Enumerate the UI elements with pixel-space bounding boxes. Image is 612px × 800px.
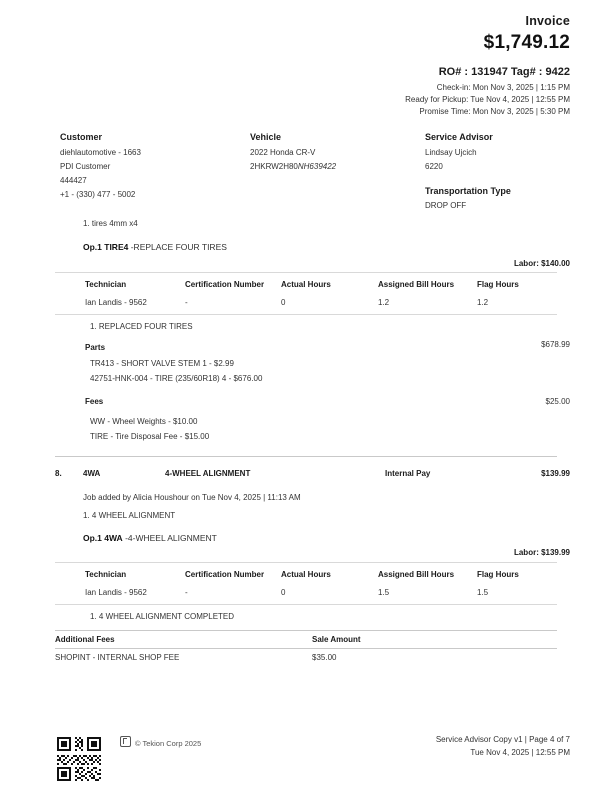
footer-timestamp: Tue Nov 4, 2025 | 12:55 PM bbox=[470, 748, 570, 757]
table-row bbox=[85, 298, 555, 312]
alignment-job-code: 4WA bbox=[83, 469, 101, 478]
tires-cause: 1. REPLACED FOUR TIRES bbox=[90, 322, 193, 331]
alignment-op-title bbox=[83, 533, 217, 543]
tires-labor-total: Labor: $140.00 bbox=[513, 259, 570, 268]
divider bbox=[55, 648, 557, 649]
parts-total: $678.99 bbox=[541, 340, 570, 349]
tires-concern: 1. tires 4mm x4 bbox=[83, 219, 138, 228]
vehicle-vin bbox=[250, 162, 420, 172]
cell-actual-hours: 0 bbox=[281, 588, 286, 597]
divider bbox=[55, 562, 557, 563]
alignment-labor-total: Labor: $139.99 bbox=[513, 548, 570, 557]
col-certification: Certification Number bbox=[185, 570, 265, 579]
alignment-pay-type: Internal Pay bbox=[385, 469, 431, 478]
advisor-heading: Service Advisor bbox=[425, 132, 493, 142]
ro-tag-number: RO# : 131947 Tag# : 9422 bbox=[438, 66, 570, 78]
footer-copy-info: Service Advisor Copy v1 | Page 4 of 7 bbox=[435, 735, 570, 744]
col-assigned-bill-hours: Assigned Bill Hours bbox=[378, 280, 455, 289]
fee-line-item: TIRE - Tire Disposal Fee - $15.00 bbox=[90, 432, 210, 441]
alignment-job-number: 8. bbox=[55, 469, 62, 478]
alignment-job-title: 4-WHEEL ALIGNMENT bbox=[165, 469, 251, 478]
fee-line-item: WW - Wheel Weights - $10.00 bbox=[90, 417, 198, 426]
alignment-amount: $139.99 bbox=[541, 469, 570, 478]
part-line-item: TR413 - SHORT VALVE STEM 1 - $2.99 bbox=[90, 359, 234, 368]
col-technician: Technician bbox=[85, 280, 127, 289]
vehicle-heading: Vehicle bbox=[250, 132, 282, 142]
vehicle-block bbox=[250, 132, 420, 176]
divider bbox=[55, 456, 557, 457]
tires-op-description: -REPLACE FOUR TIRES bbox=[130, 242, 227, 252]
page-title: Invoice bbox=[525, 14, 570, 28]
cell-actual-hours: 0 bbox=[281, 298, 286, 307]
col-flag-hours: Flag Hours bbox=[477, 570, 519, 579]
customer-number: 444427 bbox=[60, 176, 87, 185]
tekion-logo-icon bbox=[120, 736, 131, 747]
col-technician: Technician bbox=[85, 570, 127, 579]
alignment-cause: 1. 4 WHEEL ALIGNMENT COMPLETED bbox=[90, 612, 235, 621]
fees-total: $25.00 bbox=[545, 397, 570, 406]
vin-suffix: NH639422 bbox=[297, 162, 337, 171]
cell-technician: Ian Landis - 9562 bbox=[85, 298, 147, 307]
additional-fees-heading: Additional Fees bbox=[55, 635, 115, 644]
alignment-op-number: Op.1 4WA bbox=[83, 533, 123, 543]
vin-prefix: 2HKRW2H80 bbox=[250, 162, 298, 171]
footer-meta bbox=[436, 735, 570, 757]
qr-code bbox=[57, 737, 101, 781]
vehicle-description: 2022 Honda CR-V bbox=[250, 148, 316, 157]
tires-tech-table-header bbox=[85, 280, 555, 294]
invoice-total: $1,749.12 bbox=[483, 32, 570, 53]
customer-line2: PDI Customer bbox=[60, 162, 111, 171]
alignment-tech-table-header bbox=[85, 570, 555, 584]
col-certification: Certification Number bbox=[185, 280, 265, 289]
parts-heading: Parts bbox=[85, 343, 106, 352]
cell-assigned-bill-hours: 1.2 bbox=[378, 298, 390, 307]
transportation-type-heading: Transportation Type bbox=[425, 186, 511, 196]
promise-time: Promise Time: Mon Nov 3, 2025 | 5:30 PM bbox=[419, 107, 570, 116]
col-actual-hours: Actual Hours bbox=[281, 570, 331, 579]
cell-flag-hours: 1.2 bbox=[477, 298, 489, 307]
customer-name: diehlautomotive - 1663 bbox=[60, 148, 141, 157]
service-advisor-block bbox=[425, 132, 595, 215]
fees-heading: Fees bbox=[85, 397, 104, 406]
customer-phone: +1 - (330) 477 - 5002 bbox=[60, 190, 136, 199]
customer-heading: Customer bbox=[60, 132, 103, 142]
tires-op-title bbox=[83, 242, 227, 252]
divider bbox=[55, 604, 557, 605]
cell-certification: - bbox=[185, 298, 188, 307]
alignment-concern: 1. 4 WHEEL ALIGNMENT bbox=[83, 511, 176, 520]
alignment-added-by: Job added by Alicia Houshour on Tue Nov 4, 2025 | 11:13 AM bbox=[83, 493, 301, 502]
tires-op-number: Op.1 TIRE4 bbox=[83, 242, 129, 252]
divider bbox=[55, 314, 557, 315]
additional-fee-amount: $35.00 bbox=[312, 653, 337, 662]
invoice-header bbox=[405, 14, 570, 116]
advisor-id: 6220 bbox=[425, 162, 443, 171]
ready-for-pickup-time: Ready for Pickup: Tue Nov 4, 2025 | 12:55 PM bbox=[405, 95, 570, 104]
parties-section bbox=[0, 132, 612, 212]
sale-amount-heading: Sale Amount bbox=[312, 635, 361, 644]
cell-technician: Ian Landis - 9562 bbox=[85, 588, 147, 597]
alignment-op-description: -4-WHEEL ALIGNMENT bbox=[125, 533, 217, 543]
cell-assigned-bill-hours: 1.5 bbox=[378, 588, 390, 597]
additional-fee-label: SHOPINT - INTERNAL SHOP FEE bbox=[55, 653, 180, 662]
table-row bbox=[85, 588, 555, 602]
customer-block bbox=[60, 132, 240, 204]
cell-certification: - bbox=[185, 588, 188, 597]
advisor-name: Lindsay Ujcich bbox=[425, 148, 477, 157]
part-line-item: 42751-HNK-004 - TIRE (235/60R18) 4 - $676.00 bbox=[90, 374, 263, 383]
divider bbox=[55, 630, 557, 631]
col-assigned-bill-hours: Assigned Bill Hours bbox=[378, 570, 455, 579]
divider bbox=[55, 272, 557, 273]
checkin-time: Check-in: Mon Nov 3, 2025 | 1:15 PM bbox=[436, 83, 570, 92]
col-actual-hours: Actual Hours bbox=[281, 280, 331, 289]
col-flag-hours: Flag Hours bbox=[477, 280, 519, 289]
footer-copyright bbox=[120, 735, 201, 748]
footer-copyright-text: © Tekion Corp 2025 bbox=[135, 739, 202, 748]
cell-flag-hours: 1.5 bbox=[477, 588, 489, 597]
transportation-type-value: DROP OFF bbox=[425, 201, 467, 210]
